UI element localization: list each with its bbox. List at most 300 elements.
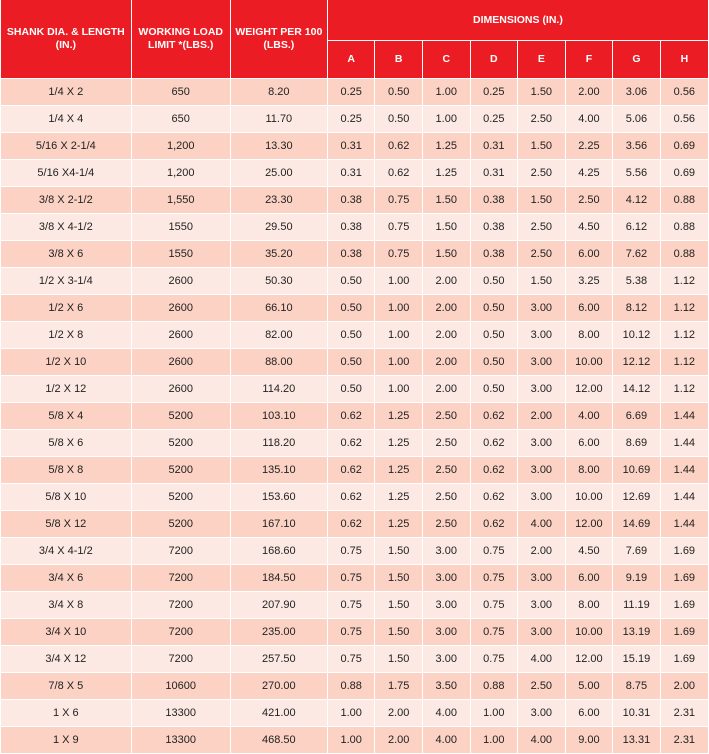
cell-dim-f: 4.50 bbox=[565, 214, 613, 241]
cell-dim-a: 0.50 bbox=[327, 295, 375, 322]
table-row bbox=[1, 214, 708, 241]
cell-working-load-limit: 2600 bbox=[131, 322, 230, 349]
cell-dim-f: 4.25 bbox=[565, 160, 613, 187]
cell-dim-d: 0.31 bbox=[470, 160, 518, 187]
cell-working-load-limit: 2600 bbox=[131, 349, 230, 376]
table-row bbox=[1, 268, 708, 295]
cell-weight: 468.50 bbox=[230, 727, 327, 754]
cell-dim-e: 3.00 bbox=[518, 619, 566, 646]
cell-weight: 153.60 bbox=[230, 484, 327, 511]
cell-dim-a: 0.88 bbox=[327, 673, 375, 700]
cell-dim-h: 1.69 bbox=[660, 619, 708, 646]
cell-dim-g: 11.19 bbox=[613, 592, 661, 619]
header-dim-c: C bbox=[422, 41, 470, 79]
cell-dim-h: 1.69 bbox=[660, 565, 708, 592]
cell-dim-c: 3.00 bbox=[422, 565, 470, 592]
cell-dim-g: 14.12 bbox=[613, 376, 661, 403]
header-dimensions: DIMENSIONS (IN.) bbox=[327, 0, 708, 41]
cell-dim-f: 10.00 bbox=[565, 349, 613, 376]
cell-weight: 167.10 bbox=[230, 511, 327, 538]
cell-shank: 5/16 X4-1/4 bbox=[1, 160, 131, 187]
table-row bbox=[1, 727, 708, 754]
cell-working-load-limit: 1,200 bbox=[131, 160, 230, 187]
cell-dim-g: 6.69 bbox=[613, 403, 661, 430]
cell-dim-f: 12.00 bbox=[565, 511, 613, 538]
cell-dim-f: 2.25 bbox=[565, 133, 613, 160]
cell-dim-e: 2.50 bbox=[518, 673, 566, 700]
cell-dim-b: 0.75 bbox=[375, 187, 423, 214]
cell-shank: 1/2 X 12 bbox=[1, 376, 131, 403]
cell-weight: 257.50 bbox=[230, 646, 327, 673]
cell-working-load-limit: 1550 bbox=[131, 241, 230, 268]
cell-shank: 5/8 X 10 bbox=[1, 484, 131, 511]
cell-dim-f: 4.50 bbox=[565, 538, 613, 565]
cell-dim-a: 0.25 bbox=[327, 106, 375, 133]
cell-working-load-limit: 7200 bbox=[131, 619, 230, 646]
cell-dim-a: 0.62 bbox=[327, 484, 375, 511]
cell-dim-h: 1.44 bbox=[660, 457, 708, 484]
cell-dim-a: 0.25 bbox=[327, 79, 375, 106]
cell-weight: 11.70 bbox=[230, 106, 327, 133]
cell-dim-g: 10.31 bbox=[613, 700, 661, 727]
cell-shank: 5/8 X 6 bbox=[1, 430, 131, 457]
cell-dim-c: 1.00 bbox=[422, 106, 470, 133]
cell-shank: 1/4 X 2 bbox=[1, 79, 131, 106]
cell-dim-a: 0.62 bbox=[327, 511, 375, 538]
table-row bbox=[1, 457, 708, 484]
cell-dim-c: 2.00 bbox=[422, 349, 470, 376]
cell-dim-b: 1.50 bbox=[375, 565, 423, 592]
cell-weight: 88.00 bbox=[230, 349, 327, 376]
cell-dim-b: 0.75 bbox=[375, 241, 423, 268]
cell-weight: 29.50 bbox=[230, 214, 327, 241]
cell-dim-a: 0.75 bbox=[327, 646, 375, 673]
cell-weight: 35.20 bbox=[230, 241, 327, 268]
cell-dim-a: 0.62 bbox=[327, 430, 375, 457]
cell-dim-g: 5.38 bbox=[613, 268, 661, 295]
cell-dim-b: 1.25 bbox=[375, 403, 423, 430]
cell-weight: 207.90 bbox=[230, 592, 327, 619]
cell-shank: 1 X 6 bbox=[1, 700, 131, 727]
cell-dim-e: 2.50 bbox=[518, 241, 566, 268]
cell-dim-a: 0.75 bbox=[327, 592, 375, 619]
table-row bbox=[1, 700, 708, 727]
cell-dim-h: 1.69 bbox=[660, 646, 708, 673]
cell-dim-g: 8.69 bbox=[613, 430, 661, 457]
cell-working-load-limit: 2600 bbox=[131, 295, 230, 322]
cell-weight: 103.10 bbox=[230, 403, 327, 430]
cell-working-load-limit: 5200 bbox=[131, 457, 230, 484]
cell-dim-h: 1.12 bbox=[660, 376, 708, 403]
cell-dim-c: 1.25 bbox=[422, 160, 470, 187]
cell-shank: 5/8 X 4 bbox=[1, 403, 131, 430]
cell-dim-a: 0.62 bbox=[327, 403, 375, 430]
cell-shank: 1/2 X 3-1/4 bbox=[1, 268, 131, 295]
cell-dim-e: 3.00 bbox=[518, 700, 566, 727]
cell-weight: 66.10 bbox=[230, 295, 327, 322]
cell-dim-d: 0.50 bbox=[470, 349, 518, 376]
header-dim-e: E bbox=[518, 41, 566, 79]
cell-dim-b: 1.00 bbox=[375, 268, 423, 295]
cell-dim-f: 2.00 bbox=[565, 79, 613, 106]
cell-dim-h: 1.44 bbox=[660, 511, 708, 538]
cell-working-load-limit: 5200 bbox=[131, 511, 230, 538]
table-row bbox=[1, 619, 708, 646]
table-row bbox=[1, 241, 708, 268]
cell-dim-a: 0.75 bbox=[327, 619, 375, 646]
cell-shank: 3/4 X 4-1/2 bbox=[1, 538, 131, 565]
cell-dim-g: 12.69 bbox=[613, 484, 661, 511]
cell-dim-g: 9.19 bbox=[613, 565, 661, 592]
cell-dim-h: 0.88 bbox=[660, 187, 708, 214]
cell-dim-f: 8.00 bbox=[565, 457, 613, 484]
cell-dim-b: 0.50 bbox=[375, 106, 423, 133]
cell-dim-f: 2.50 bbox=[565, 187, 613, 214]
cell-dim-b: 1.50 bbox=[375, 592, 423, 619]
cell-dim-g: 8.12 bbox=[613, 295, 661, 322]
cell-dim-d: 0.75 bbox=[470, 538, 518, 565]
cell-dim-h: 0.69 bbox=[660, 133, 708, 160]
cell-dim-f: 6.00 bbox=[565, 295, 613, 322]
cell-dim-g: 15.19 bbox=[613, 646, 661, 673]
cell-shank: 5/16 X 2-1/4 bbox=[1, 133, 131, 160]
cell-shank: 3/4 X 6 bbox=[1, 565, 131, 592]
cell-dim-d: 0.62 bbox=[470, 403, 518, 430]
cell-dim-a: 0.50 bbox=[327, 322, 375, 349]
cell-dim-a: 0.50 bbox=[327, 268, 375, 295]
cell-dim-g: 10.12 bbox=[613, 322, 661, 349]
cell-dim-a: 0.50 bbox=[327, 349, 375, 376]
cell-dim-d: 0.38 bbox=[470, 214, 518, 241]
cell-working-load-limit: 5200 bbox=[131, 484, 230, 511]
cell-dim-e: 2.50 bbox=[518, 214, 566, 241]
cell-weight: 50.30 bbox=[230, 268, 327, 295]
table-body bbox=[1, 79, 708, 754]
cell-dim-c: 2.00 bbox=[422, 322, 470, 349]
cell-dim-f: 5.00 bbox=[565, 673, 613, 700]
cell-dim-a: 0.75 bbox=[327, 565, 375, 592]
cell-dim-e: 4.00 bbox=[518, 646, 566, 673]
table-row bbox=[1, 133, 708, 160]
cell-dim-c: 1.50 bbox=[422, 214, 470, 241]
cell-dim-g: 12.12 bbox=[613, 349, 661, 376]
cell-dim-e: 3.00 bbox=[518, 565, 566, 592]
cell-dim-c: 3.00 bbox=[422, 592, 470, 619]
cell-dim-g: 6.12 bbox=[613, 214, 661, 241]
cell-dim-b: 1.75 bbox=[375, 673, 423, 700]
cell-working-load-limit: 5200 bbox=[131, 403, 230, 430]
cell-dim-e: 3.00 bbox=[518, 295, 566, 322]
cell-shank: 3/8 X 6 bbox=[1, 241, 131, 268]
cell-dim-a: 0.38 bbox=[327, 214, 375, 241]
table-row bbox=[1, 295, 708, 322]
cell-dim-e: 2.50 bbox=[518, 160, 566, 187]
cell-dim-h: 0.88 bbox=[660, 214, 708, 241]
cell-dim-h: 1.69 bbox=[660, 592, 708, 619]
cell-weight: 8.20 bbox=[230, 79, 327, 106]
cell-dim-c: 2.50 bbox=[422, 484, 470, 511]
cell-dim-h: 2.00 bbox=[660, 673, 708, 700]
cell-shank: 3/8 X 4-1/2 bbox=[1, 214, 131, 241]
cell-dim-c: 2.00 bbox=[422, 268, 470, 295]
cell-dim-e: 3.00 bbox=[518, 349, 566, 376]
cell-dim-d: 0.88 bbox=[470, 673, 518, 700]
cell-dim-g: 4.12 bbox=[613, 187, 661, 214]
header-dim-d: D bbox=[470, 41, 518, 79]
cell-weight: 184.50 bbox=[230, 565, 327, 592]
cell-working-load-limit: 1550 bbox=[131, 214, 230, 241]
table-row bbox=[1, 430, 708, 457]
cell-dim-d: 0.75 bbox=[470, 565, 518, 592]
cell-dim-d: 0.50 bbox=[470, 268, 518, 295]
table-row bbox=[1, 673, 708, 700]
cell-dim-c: 1.50 bbox=[422, 187, 470, 214]
cell-dim-b: 0.62 bbox=[375, 160, 423, 187]
cell-working-load-limit: 10600 bbox=[131, 673, 230, 700]
header-dim-g: G bbox=[613, 41, 661, 79]
cell-dim-b: 0.75 bbox=[375, 214, 423, 241]
header-weight: WEIGHT PER 100 (LBS.) bbox=[230, 0, 327, 79]
cell-dim-b: 1.50 bbox=[375, 538, 423, 565]
cell-dim-g: 3.56 bbox=[613, 133, 661, 160]
cell-dim-e: 1.50 bbox=[518, 79, 566, 106]
cell-dim-h: 0.56 bbox=[660, 106, 708, 133]
cell-shank: 1 X 9 bbox=[1, 727, 131, 754]
cell-dim-b: 1.00 bbox=[375, 322, 423, 349]
cell-shank: 5/8 X 12 bbox=[1, 511, 131, 538]
table-row bbox=[1, 376, 708, 403]
cell-weight: 23.30 bbox=[230, 187, 327, 214]
cell-dim-a: 0.31 bbox=[327, 160, 375, 187]
cell-shank: 3/4 X 12 bbox=[1, 646, 131, 673]
cell-dim-g: 3.06 bbox=[613, 79, 661, 106]
cell-weight: 82.00 bbox=[230, 322, 327, 349]
cell-dim-d: 0.50 bbox=[470, 376, 518, 403]
cell-dim-e: 1.50 bbox=[518, 268, 566, 295]
cell-dim-d: 1.00 bbox=[470, 700, 518, 727]
cell-dim-b: 0.50 bbox=[375, 79, 423, 106]
cell-working-load-limit: 1,200 bbox=[131, 133, 230, 160]
cell-dim-g: 14.69 bbox=[613, 511, 661, 538]
cell-dim-h: 1.44 bbox=[660, 430, 708, 457]
cell-dim-h: 2.31 bbox=[660, 727, 708, 754]
cell-dim-a: 0.75 bbox=[327, 538, 375, 565]
cell-dim-d: 0.75 bbox=[470, 619, 518, 646]
cell-working-load-limit: 13300 bbox=[131, 727, 230, 754]
cell-dim-c: 1.25 bbox=[422, 133, 470, 160]
cell-dim-a: 1.00 bbox=[327, 700, 375, 727]
cell-dim-e: 2.50 bbox=[518, 106, 566, 133]
cell-weight: 13.30 bbox=[230, 133, 327, 160]
cell-dim-b: 1.25 bbox=[375, 430, 423, 457]
cell-dim-c: 3.00 bbox=[422, 646, 470, 673]
cell-dim-h: 0.69 bbox=[660, 160, 708, 187]
cell-dim-g: 7.69 bbox=[613, 538, 661, 565]
cell-dim-g: 13.19 bbox=[613, 619, 661, 646]
cell-dim-e: 2.00 bbox=[518, 538, 566, 565]
cell-dim-c: 3.00 bbox=[422, 538, 470, 565]
cell-dim-e: 1.50 bbox=[518, 133, 566, 160]
table-row bbox=[1, 511, 708, 538]
table-row bbox=[1, 484, 708, 511]
cell-weight: 270.00 bbox=[230, 673, 327, 700]
cell-dim-e: 3.00 bbox=[518, 430, 566, 457]
cell-shank: 3/4 X 8 bbox=[1, 592, 131, 619]
cell-weight: 421.00 bbox=[230, 700, 327, 727]
header-shank: SHANK DIA. & LENGTH (IN.) bbox=[1, 0, 131, 79]
cell-shank: 1/2 X 6 bbox=[1, 295, 131, 322]
cell-dim-d: 0.38 bbox=[470, 241, 518, 268]
cell-shank: 3/4 X 10 bbox=[1, 619, 131, 646]
cell-dim-g: 5.56 bbox=[613, 160, 661, 187]
cell-dim-g: 7.62 bbox=[613, 241, 661, 268]
cell-dim-b: 0.62 bbox=[375, 133, 423, 160]
cell-dim-c: 2.50 bbox=[422, 457, 470, 484]
specifications-table bbox=[1, 0, 708, 754]
cell-dim-f: 8.00 bbox=[565, 592, 613, 619]
cell-dim-e: 3.00 bbox=[518, 484, 566, 511]
table-row bbox=[1, 403, 708, 430]
cell-working-load-limit: 5200 bbox=[131, 430, 230, 457]
cell-dim-g: 10.69 bbox=[613, 457, 661, 484]
cell-shank: 1/4 X 4 bbox=[1, 106, 131, 133]
cell-dim-d: 0.62 bbox=[470, 484, 518, 511]
cell-dim-h: 1.12 bbox=[660, 322, 708, 349]
cell-dim-c: 4.00 bbox=[422, 727, 470, 754]
cell-dim-e: 3.00 bbox=[518, 592, 566, 619]
cell-dim-h: 0.56 bbox=[660, 79, 708, 106]
cell-working-load-limit: 2600 bbox=[131, 376, 230, 403]
table-row bbox=[1, 646, 708, 673]
cell-working-load-limit: 650 bbox=[131, 79, 230, 106]
cell-dim-f: 9.00 bbox=[565, 727, 613, 754]
cell-dim-a: 0.62 bbox=[327, 457, 375, 484]
cell-dim-h: 0.88 bbox=[660, 241, 708, 268]
cell-dim-e: 3.00 bbox=[518, 376, 566, 403]
cell-dim-g: 13.31 bbox=[613, 727, 661, 754]
cell-dim-f: 12.00 bbox=[565, 376, 613, 403]
cell-dim-b: 1.50 bbox=[375, 619, 423, 646]
cell-dim-e: 1.50 bbox=[518, 187, 566, 214]
cell-dim-f: 6.00 bbox=[565, 700, 613, 727]
cell-dim-b: 1.25 bbox=[375, 484, 423, 511]
cell-working-load-limit: 2600 bbox=[131, 268, 230, 295]
table-row bbox=[1, 538, 708, 565]
cell-dim-e: 4.00 bbox=[518, 727, 566, 754]
cell-shank: 5/8 X 8 bbox=[1, 457, 131, 484]
cell-dim-f: 3.25 bbox=[565, 268, 613, 295]
cell-dim-d: 0.62 bbox=[470, 511, 518, 538]
cell-dim-g: 5.06 bbox=[613, 106, 661, 133]
table-row bbox=[1, 106, 708, 133]
table-row bbox=[1, 79, 708, 106]
cell-weight: 168.60 bbox=[230, 538, 327, 565]
cell-dim-f: 4.00 bbox=[565, 106, 613, 133]
cell-dim-a: 1.00 bbox=[327, 727, 375, 754]
header-dim-a: A bbox=[327, 41, 375, 79]
table-row bbox=[1, 349, 708, 376]
cell-dim-h: 1.44 bbox=[660, 403, 708, 430]
cell-dim-d: 0.50 bbox=[470, 322, 518, 349]
cell-dim-c: 1.00 bbox=[422, 79, 470, 106]
cell-dim-f: 10.00 bbox=[565, 484, 613, 511]
table-row bbox=[1, 592, 708, 619]
cell-dim-f: 6.00 bbox=[565, 565, 613, 592]
cell-working-load-limit: 13300 bbox=[131, 700, 230, 727]
cell-dim-a: 0.38 bbox=[327, 241, 375, 268]
cell-weight: 25.00 bbox=[230, 160, 327, 187]
header-dim-h: H bbox=[660, 41, 708, 79]
table-row bbox=[1, 160, 708, 187]
cell-dim-f: 6.00 bbox=[565, 430, 613, 457]
cell-dim-c: 2.00 bbox=[422, 295, 470, 322]
cell-dim-d: 0.25 bbox=[470, 106, 518, 133]
cell-dim-c: 2.00 bbox=[422, 376, 470, 403]
cell-working-load-limit: 650 bbox=[131, 106, 230, 133]
cell-dim-f: 4.00 bbox=[565, 403, 613, 430]
cell-dim-b: 1.25 bbox=[375, 511, 423, 538]
cell-dim-f: 10.00 bbox=[565, 619, 613, 646]
cell-shank: 3/8 X 2-1/2 bbox=[1, 187, 131, 214]
cell-dim-e: 4.00 bbox=[518, 511, 566, 538]
cell-dim-b: 2.00 bbox=[375, 700, 423, 727]
cell-dim-a: 0.38 bbox=[327, 187, 375, 214]
cell-weight: 135.10 bbox=[230, 457, 327, 484]
cell-dim-h: 1.12 bbox=[660, 268, 708, 295]
cell-weight: 235.00 bbox=[230, 619, 327, 646]
cell-shank: 1/2 X 8 bbox=[1, 322, 131, 349]
cell-dim-g: 8.75 bbox=[613, 673, 661, 700]
cell-dim-f: 6.00 bbox=[565, 241, 613, 268]
cell-working-load-limit: 1,550 bbox=[131, 187, 230, 214]
header-dim-f: F bbox=[565, 41, 613, 79]
table-row bbox=[1, 322, 708, 349]
cell-dim-e: 3.00 bbox=[518, 457, 566, 484]
cell-dim-b: 1.50 bbox=[375, 646, 423, 673]
cell-dim-c: 3.00 bbox=[422, 619, 470, 646]
cell-dim-d: 0.25 bbox=[470, 79, 518, 106]
cell-dim-e: 2.00 bbox=[518, 403, 566, 430]
cell-dim-d: 0.38 bbox=[470, 187, 518, 214]
cell-dim-h: 1.12 bbox=[660, 295, 708, 322]
cell-dim-a: 0.50 bbox=[327, 376, 375, 403]
cell-dim-e: 3.00 bbox=[518, 322, 566, 349]
cell-weight: 118.20 bbox=[230, 430, 327, 457]
cell-dim-c: 2.50 bbox=[422, 403, 470, 430]
cell-dim-d: 0.62 bbox=[470, 430, 518, 457]
cell-shank: 7/8 X 5 bbox=[1, 673, 131, 700]
cell-dim-d: 0.62 bbox=[470, 457, 518, 484]
cell-dim-c: 1.50 bbox=[422, 241, 470, 268]
cell-dim-b: 1.00 bbox=[375, 295, 423, 322]
cell-dim-d: 0.75 bbox=[470, 592, 518, 619]
cell-working-load-limit: 7200 bbox=[131, 538, 230, 565]
cell-dim-c: 3.50 bbox=[422, 673, 470, 700]
cell-dim-c: 2.50 bbox=[422, 430, 470, 457]
cell-dim-b: 1.00 bbox=[375, 376, 423, 403]
cell-dim-b: 2.00 bbox=[375, 727, 423, 754]
table-row bbox=[1, 565, 708, 592]
cell-weight: 114.20 bbox=[230, 376, 327, 403]
cell-dim-d: 0.50 bbox=[470, 295, 518, 322]
cell-dim-c: 4.00 bbox=[422, 700, 470, 727]
cell-dim-d: 0.75 bbox=[470, 646, 518, 673]
cell-dim-h: 2.31 bbox=[660, 700, 708, 727]
cell-dim-f: 12.00 bbox=[565, 646, 613, 673]
cell-dim-h: 1.69 bbox=[660, 538, 708, 565]
cell-dim-h: 1.44 bbox=[660, 484, 708, 511]
header-dim-b: B bbox=[375, 41, 423, 79]
